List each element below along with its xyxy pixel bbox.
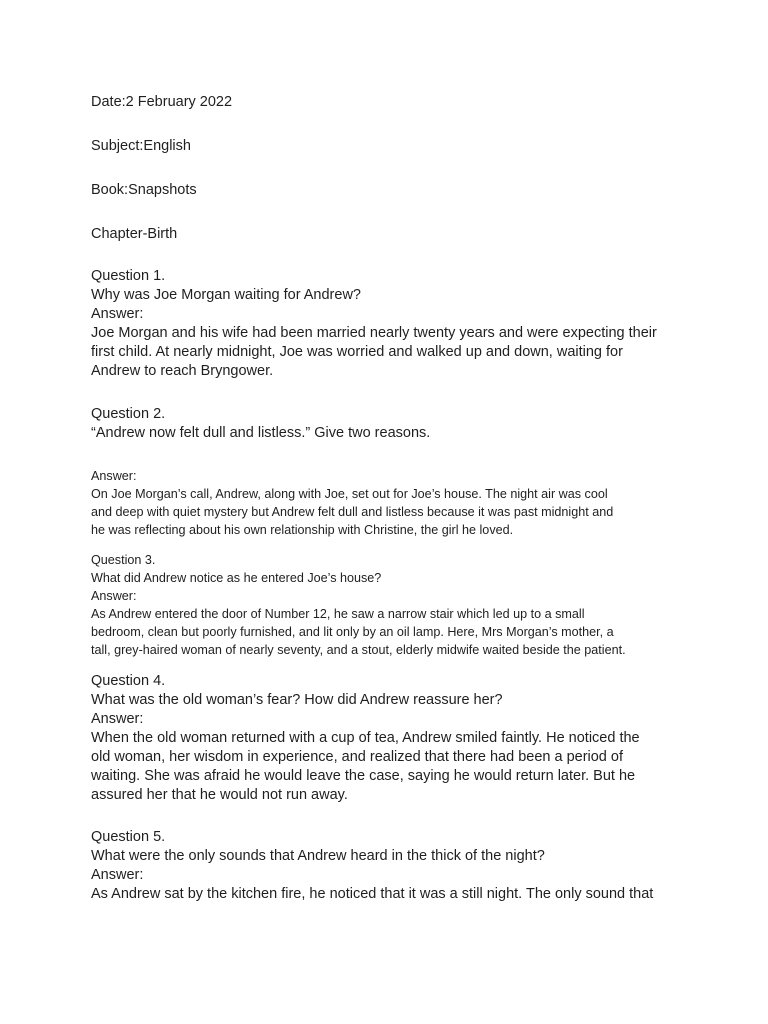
book-line: Book:Snapshots xyxy=(91,182,197,198)
question-3-answer-label: Answer: xyxy=(91,589,137,603)
question-4-answer-line: assured her that he would not run away. xyxy=(91,787,348,803)
question-3-text: What did Andrew notice as he entered Joe’s house? xyxy=(91,571,382,585)
question-3-answer-line: As Andrew entered the door of Number 12, he saw a narrow stair which led up to a small xyxy=(91,607,585,621)
question-2-label: Question 2. xyxy=(91,406,166,422)
question-5-answer-label: Answer: xyxy=(91,867,144,883)
subject-line: Subject:English xyxy=(91,138,191,154)
question-4-answer-line: waiting. She was afraid he would leave the case, saying he would return later. But he xyxy=(91,768,636,784)
question-1-label: Question 1. xyxy=(91,268,166,284)
question-4-answer-label: Answer: xyxy=(91,711,144,727)
question-2-answer-label: Answer: xyxy=(91,469,137,483)
question-4-label: Question 4. xyxy=(91,673,166,689)
question-1-text: Why was Joe Morgan waiting for Andrew? xyxy=(91,287,361,303)
question-2-answer-line: and deep with quiet mystery but Andrew felt dull and listless because it was past midnight and xyxy=(91,505,614,519)
date-line: Date:2 February 2022 xyxy=(91,94,233,110)
question-1-answer-line: Andrew to reach Bryngower. xyxy=(91,363,274,379)
question-2-answer-block xyxy=(91,467,691,539)
question-2-block xyxy=(91,405,691,443)
question-3-answer-line: bedroom, clean but poorly furnished, and lit only by an oil lamp. Here, Mrs Morgan’s mother, a xyxy=(91,625,614,639)
chapter-line: Chapter-Birth xyxy=(91,226,178,242)
question-2-answer-line: On Joe Morgan’s call, Andrew, along with Joe, set out for Joe’s house. The night air was cool xyxy=(91,487,608,501)
question-4-answer-line: When the old woman returned with a cup of tea, Andrew smiled faintly. He noticed the xyxy=(91,730,640,746)
question-1-answer-line: first child. At nearly midnight, Joe was worried and walked up and down, waiting for xyxy=(91,344,623,360)
question-5-answer-line: As Andrew sat by the kitchen fire, he noticed that it was a still night. The only sound that xyxy=(91,886,654,902)
question-5-block xyxy=(91,828,691,904)
question-4-block xyxy=(91,672,691,805)
question-1-answer-label: Answer: xyxy=(91,306,144,322)
question-3-block xyxy=(91,551,691,659)
question-4-answer-line: old woman, her wisdom in experience, and realized that there had been a period of xyxy=(91,749,623,765)
question-1-answer-line: Joe Morgan and his wife had been married nearly twenty years and were expecting their xyxy=(91,325,657,341)
question-2-answer-line: he was reflecting about his own relationship with Christine, the girl he loved. xyxy=(91,523,514,537)
question-5-label: Question 5. xyxy=(91,829,166,845)
question-3-answer-line: tall, grey-haired woman of nearly seventy, and a stout, elderly midwife waited beside the patient. xyxy=(91,643,626,657)
question-1-block xyxy=(91,267,691,381)
question-4-text: What was the old woman’s fear? How did Andrew reassure her? xyxy=(91,692,503,708)
question-2-text: “Andrew now felt dull and listless.” Give two reasons. xyxy=(91,425,431,441)
question-3-label: Question 3. xyxy=(91,553,156,567)
question-5-text: What were the only sounds that Andrew heard in the thick of the night? xyxy=(91,848,545,864)
